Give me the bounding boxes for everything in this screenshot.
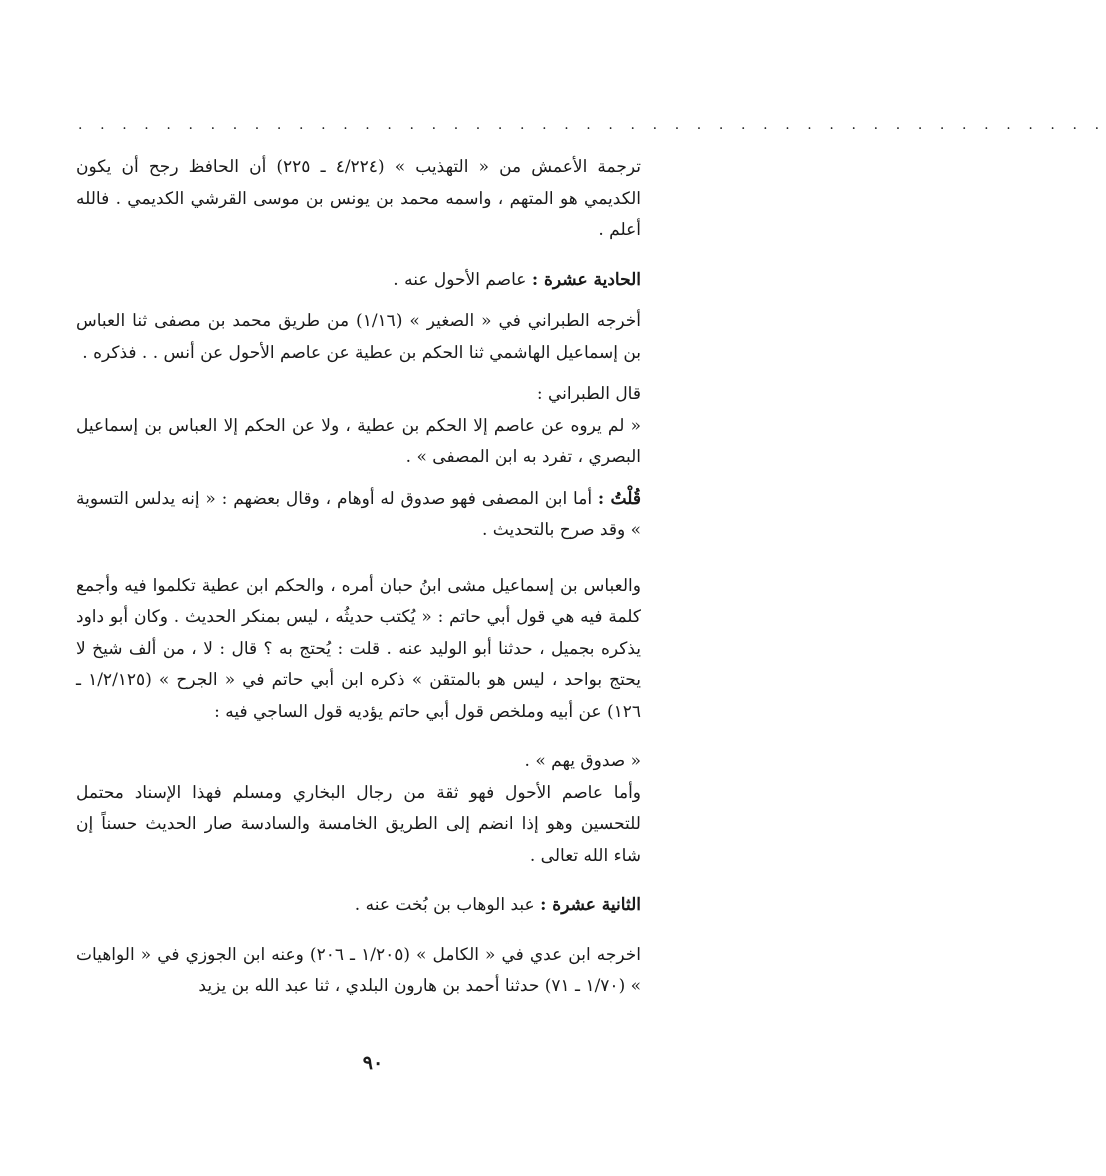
heading-label: الثانية عشرة : — [540, 895, 641, 915]
paragraph-kudaymi: ترجمة الأعمش من « التهذيب » (٤/٢٢٤ ـ ٢٢٥) أن الحافظ رجح أن يكون الكديمي هو المتهم ، واسمه محمد بن يونس بن موسى القرشي الكديمي . فالله أعلم . — [76, 157, 641, 240]
spacer — [76, 922, 641, 940]
heading-text: عبد الوهاب بن بُخت عنه . — [354, 895, 541, 915]
paragraph-saduq: « صدوق يهم » . — [524, 751, 641, 771]
paragraph-abbas-hakam: والعباس بن إسماعيل مشى ابنُ حبان أمره ، والحكم ابن عطية تكلموا فيه وأجمع كلمة فيه هي قول أبي حاتم : « يُكتب حديثُه ، ليس بمنكر الحديث . وكان أبو داود يذكره بجميل ، حدثنا أبو الوليد عنه . قلت : يُحتج به ؟ قال : لا ، من ألف شيخ لا يحتج بواحد ، ليس هو بالمتقن » ذكره ابن أبي حاتم في « الجرح » (١/٢/١٢٥ ـ ١٢٦) عن أبيه وملخص قول أبي حاتم يؤديه قول الساجي فيه : — [76, 575, 641, 722]
qultu-label: قُلْتُ : — [597, 488, 641, 509]
paragraph-tabarani-takhrij: أخرجه الطبراني في « الصغير » (١/١٦) من طريق محمد بن مصفى ثنا العباس بن إسماعيل الهاشمي ثنا الحكم بن عطية عن عاصم الأحول عن أنس . . فذكره . — [76, 311, 641, 363]
spacer — [76, 247, 641, 265]
body-text — [76, 152, 641, 1003]
section-heading-twelfth — [76, 890, 641, 922]
spacer — [76, 547, 641, 571]
qultu-text: أما ابن المصفى فهو صدوق له أوهام ، وقال بعضهم : « إنه يدلس التسوية » وقد صرح بالتحديث . — [76, 488, 641, 540]
heading-label: الحادية عشرة : — [531, 269, 641, 290]
paragraph-qultu — [76, 484, 641, 547]
paragraph-tabarani-said: قال الطبراني : — [536, 384, 641, 404]
paragraph-asim-ahwal: وأما عاصم الأحول فهو ثقة من رجال البخاري ومسلم فهذا الإسناد محتمل للتحسين وهو إذا انضم إلى الطريق الخامسة والسادسة صار الحديث حسناً إن شاء الله تعالى . — [76, 782, 641, 866]
spacer — [76, 474, 641, 484]
paragraph-tabarani-quote: « لم يروه عن عاصم إلا الحكم بن عطية ، ولا عن الحكم إلا العباس بن إسماعيل البصري ، تفرد به ابن المصفى » . — [76, 415, 641, 467]
page-number: ٩٠ — [362, 1052, 384, 1074]
footnote-separator: . . . . . . . . . . . . . . . . . . . . . . . . . . . . . . . . . . . . . . . . . . . . . . . — [78, 117, 1106, 133]
spacer — [76, 296, 641, 306]
section-heading-eleventh — [76, 265, 641, 297]
spacer — [76, 728, 641, 746]
paragraph-ibn-adi: اخرجه ابن عدي في « الكامل » (١/٢٠٥ ـ ٢٠٦) وعنه ابن الجوزي في « الواهيات » (١/٧٠ ـ ٧١) حدثنا أحمد بن هارون البلدي ، ثنا عبد الله بن يزيد — [76, 944, 641, 996]
spacer — [76, 369, 641, 379]
spacer — [76, 872, 641, 890]
heading-text: عاصم الأحول عنه . — [393, 269, 532, 290]
